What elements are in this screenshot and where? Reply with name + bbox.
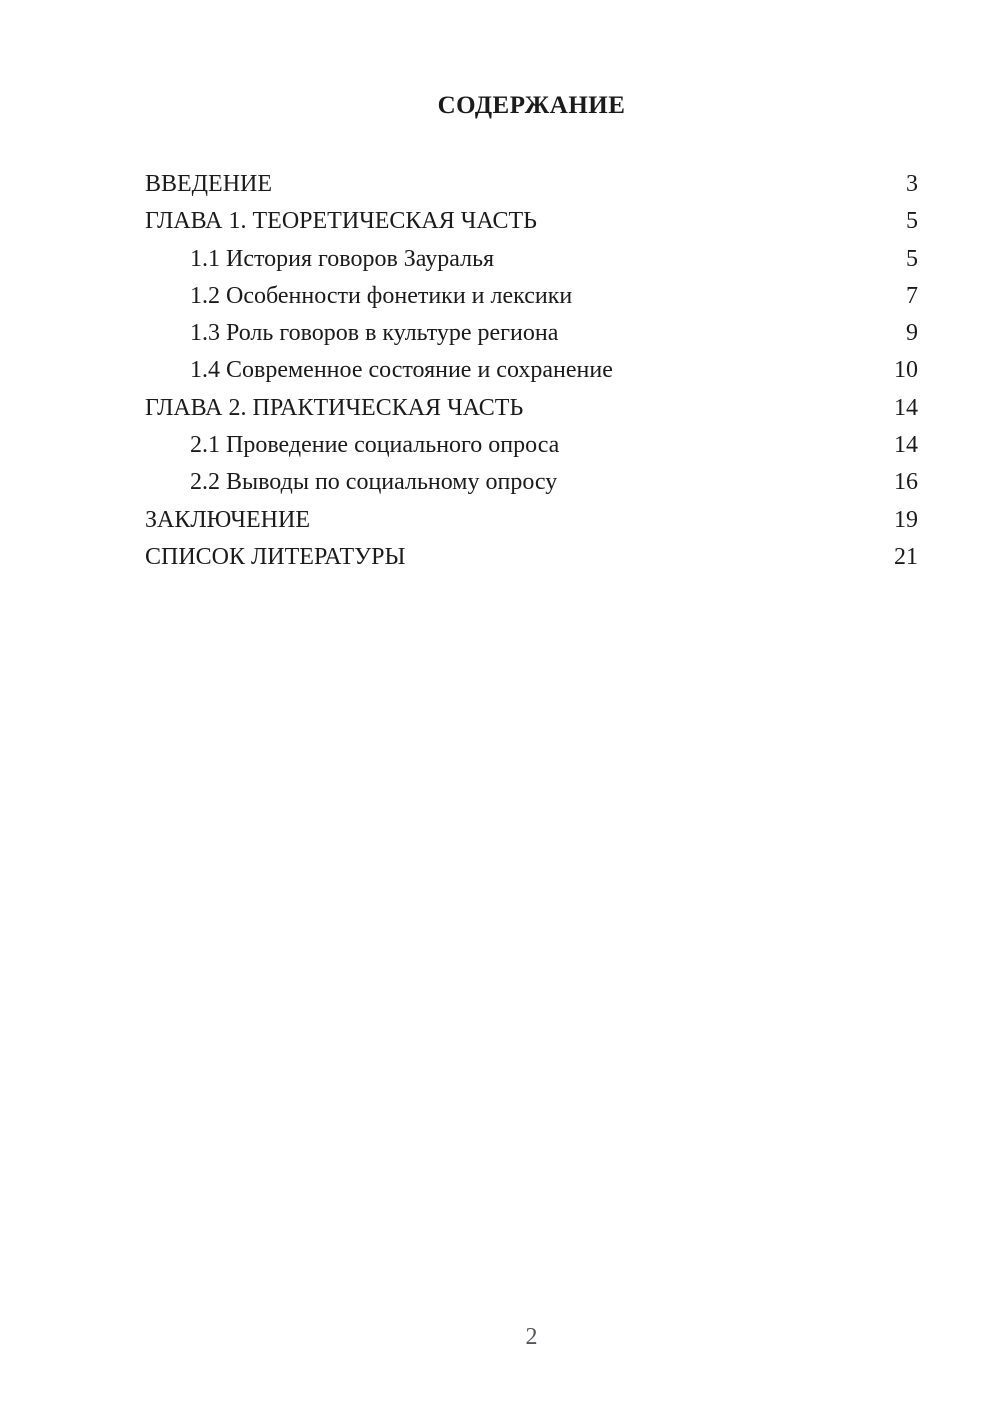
toc-entry-label: СПИСОК ЛИТЕРАТУРЫ [145,543,406,570]
toc-entry [145,427,918,464]
toc-entry-label: 1.3 Роль говоров в культуре региона [190,320,559,347]
toc-entry-page: 14 [894,432,918,459]
toc-entry-page: 14 [894,394,918,421]
toc-entry-label: ГЛАВА 2. ПРАКТИЧЕСКАЯ ЧАСТЬ [145,394,524,421]
page-title: СОДЕРЖАНИЕ [437,92,626,119]
toc-entry-page: 7 [906,282,918,309]
toc-entry-label: ВВЕДЕНИЕ [145,171,273,197]
toc-list [145,166,918,576]
toc-entry [145,390,918,427]
toc-entry-label: 1.4 Современное состояние и сохранение [190,357,613,384]
toc-entry-page: 19 [894,506,918,533]
toc-entry [145,203,918,240]
toc-entry [145,315,918,352]
toc-entry-page: 5 [906,208,918,235]
toc-entry-label: ЗАКЛЮЧЕНИЕ [145,506,310,533]
toc-entry-label: ГЛАВА 1. ТЕОРЕТИЧЕСКАЯ ЧАСТЬ [145,208,537,235]
toc-entry-page: 21 [894,543,918,570]
toc-entry [145,241,918,278]
toc-entry [145,539,918,576]
toc-entry-page: 16 [894,469,918,496]
toc-entry-page: 5 [906,245,918,272]
toc-entry [145,166,918,203]
toc-entry [145,278,918,315]
page-number: 2 [525,1324,538,1350]
toc-entry-page: 10 [894,357,918,384]
toc-entry [145,352,918,389]
toc-entry-page: 3 [906,171,918,197]
toc-entry-page: 9 [906,320,918,347]
toc-entry [145,464,918,501]
toc-entry-label: 2.1 Проведение социального опроса [190,432,560,459]
toc-entry-label: 2.2 Выводы по социальному опросу [190,469,558,496]
toc-entry-label: 1.2 Особенности фонетики и лексики [190,282,573,309]
toc-entry-label: 1.1 История говоров Зауралья [190,245,495,272]
toc-entry [145,502,918,539]
